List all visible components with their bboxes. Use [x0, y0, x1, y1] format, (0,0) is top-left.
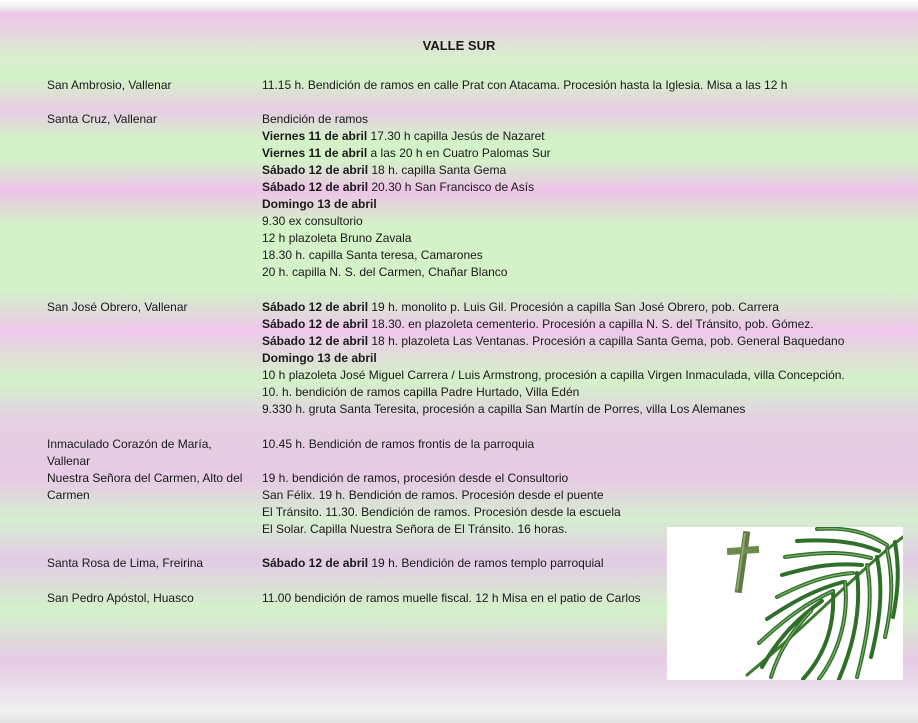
schedule-line	[262, 436, 912, 453]
schedule-text: a las 20 h en Cuatro Palomas Sur	[367, 146, 551, 160]
schedule-details	[262, 299, 912, 418]
schedule-text: 19 h. bendición de ramos, procesión desde el Consultorio	[262, 471, 569, 485]
schedule-line	[262, 179, 912, 196]
schedule-line	[262, 333, 912, 350]
schedule-text: 9.30 ex consultorio	[262, 214, 363, 228]
schedule-line	[262, 350, 912, 367]
schedule-date: Viernes 11 de abril	[262, 129, 368, 143]
schedule-text: San Félix. 19 h. Bendición de ramos. Procesión desde el puente	[262, 488, 604, 502]
schedule-text: 11.15 h. Bendición de ramos en calle Prat con Atacama. Procesión hasta la Iglesia. Misa a las 12 h	[262, 78, 788, 92]
schedule-text: El Tránsito. 11.30. Bendición de ramos. Procesión desde la escuela	[262, 505, 621, 519]
schedule-line	[262, 367, 912, 384]
schedule-line	[262, 162, 912, 179]
schedule-text: 18.30. en plazoleta cementerio. Procesión a capilla N. S. del Tránsito, pob. Gómez.	[368, 317, 814, 331]
page-title: VALLE SUR	[422, 38, 496, 53]
schedule-line	[262, 487, 912, 504]
schedule-line	[262, 128, 912, 145]
schedule-text: 18 h. capilla Santa Gema	[368, 163, 507, 177]
schedule-text: 18.30 h. capilla Santa teresa, Camarones	[262, 248, 483, 262]
schedule-details	[262, 436, 912, 453]
schedule-text: 10. h. bendición de ramos capilla Padre Hurtado, Villa Edén	[262, 385, 580, 399]
parish-name: Santa Cruz, Vallenar	[47, 112, 157, 126]
schedule-line	[262, 384, 912, 401]
schedule-date: Sábado 12 de abril	[262, 180, 369, 194]
schedule-date: Sábado 12 de abril	[262, 334, 369, 348]
schedule-date: Viernes 11 de abril	[262, 146, 368, 160]
schedule-text: 10.45 h. Bendición de ramos frontis de la parroquia	[262, 437, 535, 451]
palm-cross-image	[667, 527, 903, 680]
schedule-text: 20.30 h San Francisco de Asís	[368, 180, 535, 194]
schedule-line	[262, 247, 912, 264]
schedule-text: El Solar. Capilla Nuestra Señora de El Tránsito. 16 horas.	[262, 522, 568, 536]
schedule-text: 12 h plazoleta Bruno Zavala	[262, 231, 412, 245]
schedule-line	[262, 196, 912, 213]
schedule-date: Sábado 12 de abril	[262, 556, 369, 570]
parish-name: San José Obrero, Vallenar	[47, 300, 188, 314]
schedule-details	[262, 77, 912, 94]
schedule-text: 11.00 bendición de ramos muelle fiscal. 12 h Misa en el patio de Carlos	[262, 591, 641, 605]
parish-name: San Ambrosio, Vallenar	[47, 78, 172, 92]
palm-leaf-icon	[667, 527, 903, 680]
schedule-line	[262, 230, 912, 247]
schedule-line	[262, 213, 912, 230]
schedule-line	[262, 77, 912, 94]
schedule-text: Bendición de ramos	[262, 112, 369, 126]
schedule-line	[262, 401, 912, 418]
schedule-text: 19 h. monolito p. Luis Gil. Procesión a capilla San José Obrero, pob. Carrera	[368, 300, 779, 314]
schedule-text: 17.30 h capilla Jesús de Nazaret	[367, 129, 545, 143]
schedule-date: Sábado 12 de abril	[262, 317, 369, 331]
schedule-text: 9.330 h. gruta Santa Teresita, procesión a capilla San Martín de Porres, villa Los Alemanes	[262, 402, 746, 416]
parish-name: Nuestra Señora del Carmen, Alto del Carmen	[47, 471, 243, 502]
parish-name: San Pedro Apóstol, Huasco	[47, 591, 194, 605]
schedule-text: 18 h. plazoleta Las Ventanas. Procesión a capilla Santa Gema, pob. General Baquedano	[368, 334, 845, 348]
parish-name: Santa Rosa de Lima, Freirina	[47, 556, 204, 570]
schedule-line	[262, 264, 912, 281]
schedule-text: 20 h. capilla N. S. del Carmen, Chañar Blanco	[262, 265, 508, 279]
schedule-line	[262, 145, 912, 162]
schedule-date: Domingo 13 de abril	[262, 351, 377, 365]
schedule-details	[262, 111, 912, 281]
parish-name: Inmaculado Corazón de María, Vallenar	[47, 437, 212, 468]
schedule-date: Sábado 12 de abril	[262, 163, 369, 177]
schedule-line	[262, 470, 912, 487]
schedule-text: 10 h plazoleta José Miguel Carrera / Luis Armstrong, procesión a capilla Virgen Inmaculada, villa Concepción.	[262, 368, 845, 382]
schedule-line	[262, 316, 912, 333]
schedule-date: Domingo 13 de abril	[262, 197, 377, 211]
schedule-line	[262, 111, 912, 128]
schedule-line	[262, 299, 912, 316]
schedule-date: Sábado 12 de abril	[262, 300, 369, 314]
schedule-line	[262, 504, 912, 521]
schedule-text: 19 h. Bendición de ramos templo parroquial	[368, 556, 604, 570]
